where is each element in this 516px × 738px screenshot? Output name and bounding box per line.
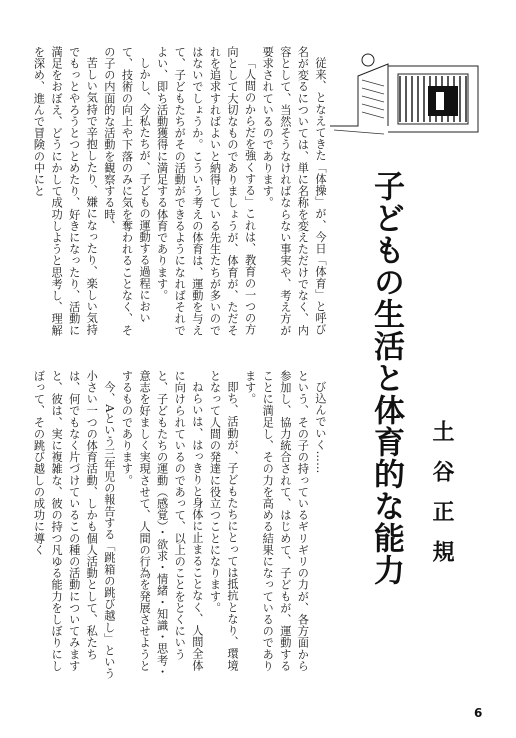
- paragraph: 従来、となえてきた「体操」が、今日「体育」と呼び名が変るについては、単に名称を変えただけでなく、内容として、当然そうなければならない事実や、考え方が要求されているのであります。: [261, 46, 327, 336]
- paragraph: び込んでいく……: [314, 381, 327, 474]
- body-text-upper: [32, 46, 329, 344]
- article-title: 子どもの生活と体育的な能力: [368, 170, 404, 586]
- article-author: 土谷正規: [429, 420, 455, 580]
- paragraph: しかし、今私たちが、子どもの運動する過程において、技術の向上や下落のみに気を奪われることなく、その子の内面的な活動を観察する時、: [102, 46, 152, 336]
- illustration-drawing: [328, 46, 483, 138]
- body-text-lower: [29, 370, 329, 680]
- paragraph: という、その子の持っているギリギリの力が、各方面から参加し、協力統合されて、はじめて、子どもが、運動することに満足し、その力を高める結果になっているのであります。: [243, 370, 310, 672]
- header-illustration: [328, 46, 483, 138]
- paragraph: 「人間のからだを強くする」これは、教育の一つの方向として大切なものでありましょうが、体育が、ただそれを追求すればよいと納得している先生たちが多いのではないでしょうか。こういう考えの体育は、運動を与えて、子どもたちがその活動ができるようになればそれでよい、即ち活動獲得に満足する体育であります。: [155, 46, 257, 336]
- paragraph: 今、Aという三年児の報告する「跳箱の跳び越し」という小さい一つの体育活動、しかも個人活動として、私たちは、何でもなく片づけているこの種の活動についてみますと、彼は、実に複雑な、彼の持つ凡ゆる能力をしぼりにしぼって、その跳び越しの成功に導く: [32, 370, 116, 680]
- paragraph: 即ち、活動が、子どもたちにとっては抵抗となり、環境となって人間の発達に役立つことになります。: [208, 370, 240, 672]
- paragraph: ねらいは、はっきりと身体に止まることなく、人間全体に向けられているのであって、以上のことをとくにいうと、子どもたちの運動（感覚）・欲求・情緒・知識・思考・意志を好ましく実現させて、人間の行為を発展させようとするものであります。: [120, 370, 204, 678]
- page-number: 6: [474, 706, 483, 720]
- paragraph: 苦しい気持で辛抱したり、嫌になったり、楽しい気持でもっとやろうとつとめたり、好きになったり、活動に満足をおぼえ、どうにかして成功しようと思考し、理解を深め、進んで冒険の中にと: [32, 46, 99, 336]
